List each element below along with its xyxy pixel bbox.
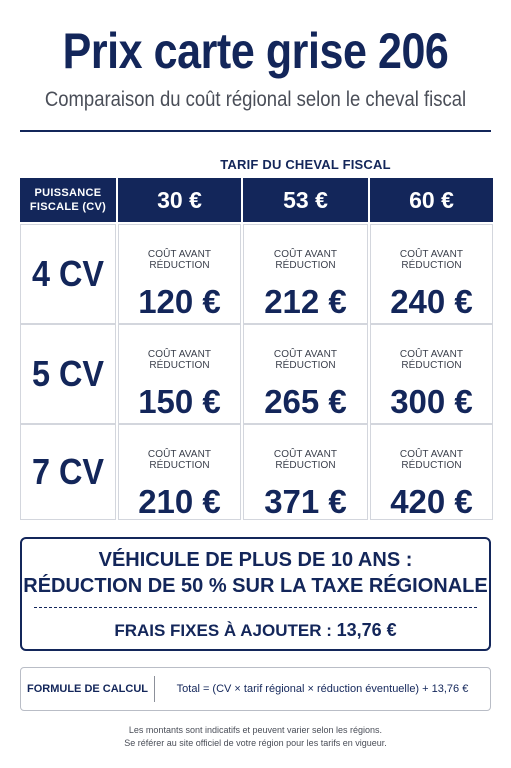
- column-header-tarif-1: 30 €: [118, 178, 241, 224]
- cell-cost: 212 €: [264, 283, 347, 320]
- formula-box: [20, 667, 491, 711]
- row-label-5cv: 5 CV: [20, 324, 116, 424]
- cell-note: COÛT AVANT RÉDUCTION: [273, 349, 338, 371]
- reduction-line2: RÉDUCTION DE 50 % SUR LA TAXE RÉGIONALE: [23, 575, 488, 597]
- table-cell: [118, 224, 241, 324]
- cell-cost: 150 €: [138, 383, 221, 420]
- cell-cost: 420 €: [390, 483, 473, 520]
- cell-cost: 300 €: [390, 383, 473, 420]
- cell-note: COÛT AVANT RÉDUCTION: [147, 449, 212, 471]
- row-label-7cv: 7 CV: [20, 424, 116, 520]
- fixed-fees-label: FRAIS FIXES À AJOUTER :: [114, 621, 332, 640]
- page-title: Prix carte grise 206: [62, 23, 449, 79]
- table-cell: [243, 324, 368, 424]
- fixed-fees: [22, 620, 489, 641]
- dashed-divider: [34, 607, 477, 608]
- formula-text: Total = (CV × tarif régional × réduction éventuelle) + 13,76 €: [176, 683, 469, 695]
- table-cell: [370, 324, 493, 424]
- cell-note: COÛT AVANT RÉDUCTION: [147, 249, 212, 271]
- row-label-4cv: 4 CV: [20, 224, 116, 324]
- cell-cost: 265 €: [264, 383, 347, 420]
- formula-label: FORMULE DE CALCUL: [27, 683, 148, 695]
- reduction-line1: VÉHICULE DE PLUS DE 10 ANS :: [98, 549, 413, 571]
- cell-note: COÛT AVANT RÉDUCTION: [273, 449, 338, 471]
- corner-header-line2: FISCALE (CV): [29, 201, 107, 213]
- cell-cost: 120 €: [138, 283, 221, 320]
- disclaimer-line1: Les montants sont indicatifs et peuvent varier selon les régions.: [128, 725, 383, 735]
- fixed-fees-amount: 13,76 €: [336, 620, 397, 640]
- table-cell: [118, 324, 241, 424]
- cell-note: COÛT AVANT RÉDUCTION: [399, 349, 464, 371]
- table-cell: [370, 424, 493, 520]
- price-table: [20, 178, 491, 520]
- column-header-tarif-2: 53 €: [243, 178, 368, 224]
- reduction-box: [20, 537, 491, 651]
- table-cell: [118, 424, 241, 520]
- cell-note: COÛT AVANT RÉDUCTION: [399, 449, 464, 471]
- corner-header-line1: PUISSANCE: [34, 187, 102, 199]
- table-cell: [243, 224, 368, 324]
- cell-note: COÛT AVANT RÉDUCTION: [399, 249, 464, 271]
- cell-cost: 371 €: [264, 483, 347, 520]
- tarif-caption: TARIF DU CHEVAL FISCAL: [220, 157, 391, 172]
- cell-note: COÛT AVANT RÉDUCTION: [273, 249, 338, 271]
- page-subtitle: Comparaison du coût régional selon le cheval fiscal: [44, 88, 467, 111]
- disclaimer: [0, 724, 511, 750]
- column-header-tarif-3: 60 €: [370, 178, 493, 224]
- table-cell: [370, 224, 493, 324]
- table-cell: [243, 424, 368, 520]
- cell-cost: 240 €: [390, 283, 473, 320]
- disclaimer-line2: Se référer au site officiel de votre région pour les tarifs en vigueur.: [124, 738, 387, 748]
- corner-header: [20, 178, 116, 224]
- cell-cost: 210 €: [138, 483, 221, 520]
- title-divider: [20, 130, 491, 132]
- cell-note: COÛT AVANT RÉDUCTION: [147, 349, 212, 371]
